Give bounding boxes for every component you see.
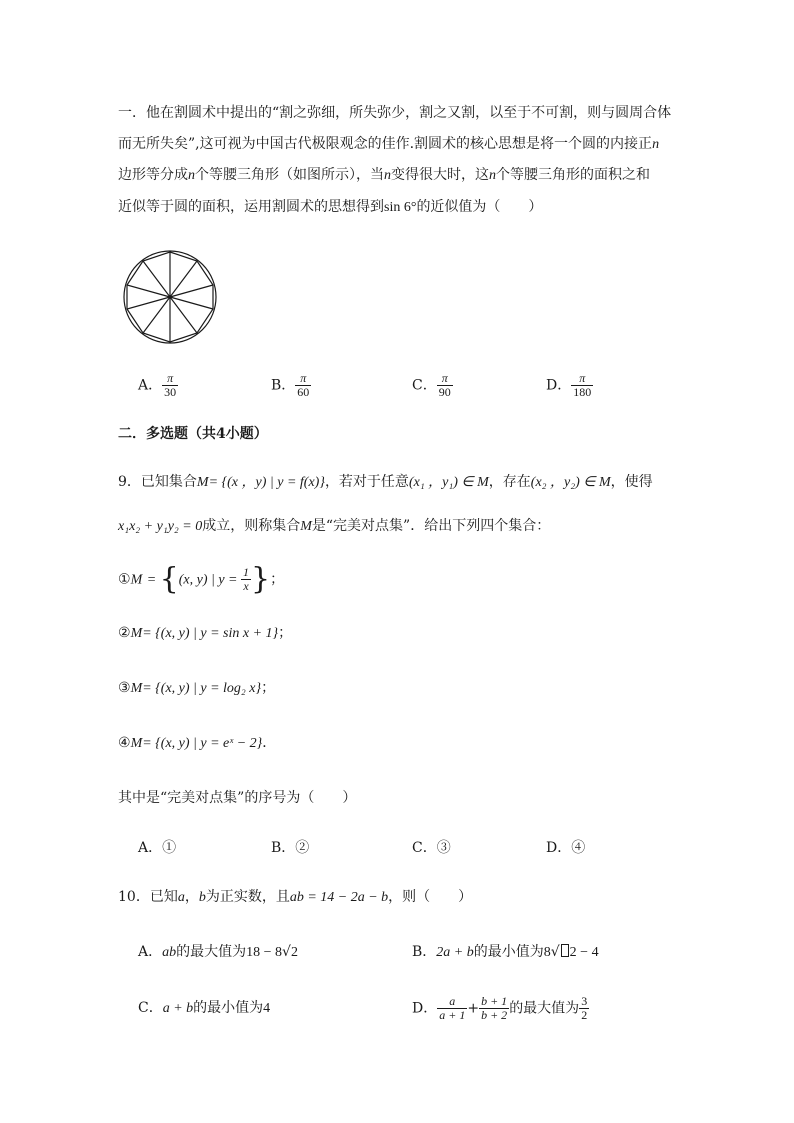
q9-line1: 9．已知集合M= {(x ，y) | y = f(x)}，若对于任意(x₁ ，y₁) ∈ M，存在(x₂ ，y₂) ∈ M，使得 xyxy=(118,474,653,490)
q8-option-a[interactable]: A． $\frac{\pi}{30}$ xyxy=(138,371,177,399)
q10-line1: 10．已知a，b为正实数，且ab = 14 − 2a − b，则（ ） xyxy=(118,889,473,905)
q8-line2: 而无所失矣”,这可视为中国古代极限观念的佳作.割圆术的核心思想是将一个圆的内接正n xyxy=(118,136,660,152)
q9-option-c[interactable]: C．③ xyxy=(412,840,451,856)
q9-option-a[interactable]: A．① xyxy=(138,840,177,856)
circle-division-figure xyxy=(120,249,220,345)
q8-option-c[interactable]: C． $\frac{\pi}{90}$ xyxy=(412,371,451,399)
q10-option-c[interactable]: C．a + b的最小值为4 xyxy=(138,1000,271,1016)
q9-item-2: ②M= {(x, y) | y = sin x + 1}； xyxy=(118,625,293,641)
q8-line1: 一．他在割圆术中提出的“割之弥细，所失弥少，割之又割，以至于不可割，则与圆周合体 xyxy=(118,105,672,121)
q8-option-d[interactable]: D． $\frac{\pi}{180}$ xyxy=(546,371,592,399)
q8-line4: 近似等于圆的面积，运用割圆术的思想得到sin 6°的近似值为（ ） xyxy=(118,199,543,215)
q9-item-1: ①M = {(x, y) | y = $\frac{1}{x}$ }； xyxy=(118,561,285,597)
q9-item-4: ④M= {(x, y) | y = eˣ − 2}． xyxy=(118,735,277,751)
q8-line3: 边形等分成n个等腰三角形（如图所示），当n变得很大时，这n个等腰三角形的面积之和 xyxy=(118,167,650,183)
q9-line2: x₁x₂ + y₁y₂ = 0成立，则称集合M是“完美对点集”．给出下列四个集合： xyxy=(118,518,551,534)
q10-option-d[interactable]: D． $\frac{a}{a + 1}$ + $\frac{b + 1}{b + 2}$ 的最大值为 $\frac{3}{2}$ xyxy=(412,994,588,1022)
q9-item-3: ③M= {(x, y) | y = log₂ x}； xyxy=(118,680,276,696)
q9-option-d[interactable]: D．④ xyxy=(546,840,586,856)
q10-option-a[interactable]: A．ab的最大值为18 − 8√2 xyxy=(138,944,298,960)
q9-question: 其中是“完美对点集”的序号为（ ） xyxy=(118,790,357,806)
q9-option-b[interactable]: B．② xyxy=(271,840,310,856)
q10-option-b[interactable]: B．2a + b的最小值为8√ 2 − 4 xyxy=(412,944,599,960)
section-heading: 二．多选题（共4小题） xyxy=(118,426,268,442)
q8-option-b[interactable]: B． $\frac{\pi}{60}$ xyxy=(271,371,310,399)
